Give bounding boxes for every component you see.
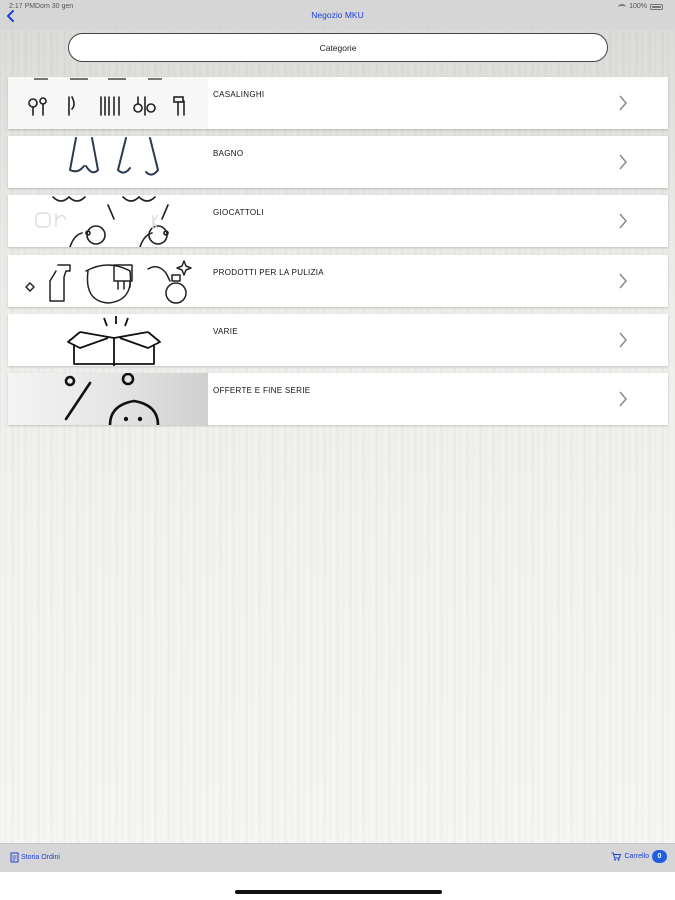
category-row-giocattoli[interactable] [8,195,668,247]
bathroom-icon [8,136,208,188]
category-label: OFFERTE E FINE SERIE [213,386,311,395]
status-date: Dom 30 gen [35,3,74,10]
category-row-varie[interactable] [8,314,668,366]
category-label: PRODOTTI PER LA PULIZIA [213,268,324,277]
status-time: 2:17 PM [9,3,36,10]
chevron-right-icon [618,331,628,349]
order-history-button[interactable] [10,852,60,863]
cart-icon [611,852,621,861]
chevron-right-icon [618,94,628,112]
cart-button[interactable] [611,850,667,863]
home-indicator[interactable] [235,890,442,894]
order-history-label: Storia Ordini [21,854,60,861]
chevron-right-icon [618,153,628,171]
toys-icon [8,195,208,247]
chevron-right-icon [618,212,628,230]
order-history-icon [10,852,19,863]
navigation-bar [0,0,675,30]
discount-icon [8,373,208,425]
wifi-icon [618,4,626,10]
category-label: GIOCATTOLI [213,208,264,217]
status-indicators [618,3,663,10]
chevron-right-icon [618,390,628,408]
cart-label: Carrello [624,853,649,860]
category-row-prodotti-pulizia[interactable] [8,255,668,307]
battery-percentage: 100% [629,3,647,10]
chevron-right-icon [618,272,628,290]
kitchen-utensils-icon [8,77,208,129]
cart-count-badge: 0 [652,850,667,863]
category-row-offerte[interactable] [8,373,668,425]
categories-header-button[interactable]: Categorie [68,33,608,62]
page-title: Negozio MKU [311,10,364,20]
category-row-casalinghi[interactable] [8,77,668,129]
bottom-toolbar [0,843,675,872]
category-row-bagno[interactable] [8,136,668,188]
cleaning-products-icon [8,255,208,307]
category-label: BAGNO [213,149,244,158]
category-label: VARIE [213,327,238,336]
open-box-icon [8,314,208,366]
battery-icon [650,4,663,10]
category-label: CASALINGHI [213,90,265,99]
